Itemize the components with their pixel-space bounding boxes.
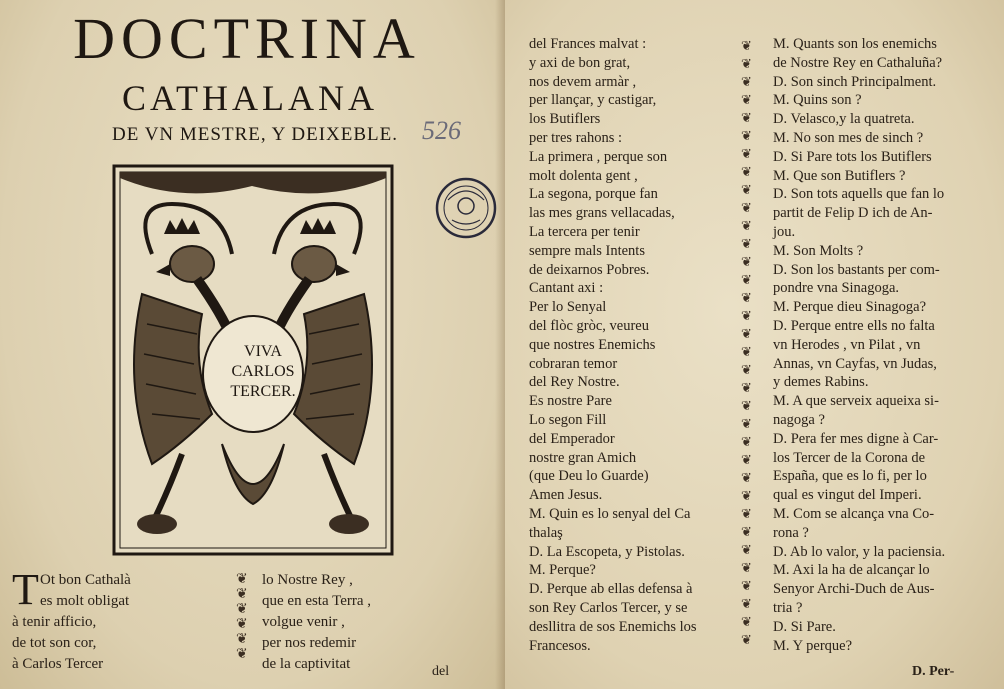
fleuron-border-icon: ❦ ❦ ❦ ❦ ❦ ❦ [236,571,248,662]
text-line: nostre gran Amich [529,449,637,466]
text-line: M. Son Molts ? [773,242,864,259]
text-line: Annas, vn Cayfas, vn Judas, [773,355,937,372]
text-line: del Rey Nostre. [529,374,620,391]
catchword: del [432,664,450,679]
text-line: lo Nostre Rey , [262,572,353,588]
inscription-line: VIVA [244,343,282,360]
text-line: D. Son tots aquells que fan lo [773,186,945,203]
text-line: pondre vna Sinagoga. [773,280,900,297]
text-line: à Carlos Tercer [12,656,104,672]
text-line: M. Que son Butiflers ? [773,167,906,184]
text-line: es molt obligat [40,593,130,609]
text-line: Cantant axi : [529,280,604,297]
text-line: cobraran temor [529,355,618,372]
text-line: per nos redemir [262,635,357,651]
text-line: Amen Jesus. [529,487,603,504]
text-line: Es nostre Pare [529,393,612,410]
text-line: sempre mals Intents [529,242,645,259]
text-line: jou. [773,224,796,240]
text-line: de tot son cor, [12,635,97,651]
text-line: à tenir afficio, [12,614,97,630]
text-line: thalaş [529,524,563,541]
text-line: D. Pera fer mes digne à Car- [773,430,939,447]
inscription-line: TERCER. [230,383,296,400]
text-line: de deixarnos Pobres. [529,261,650,278]
text-line: M. Perque? [529,562,596,579]
text-line: Per lo Senyal [529,299,607,316]
text-line: D. Si Pare. [773,618,836,635]
right-page [505,0,1004,689]
text-line: M. Y perque? [773,637,853,654]
text-line: M. Quins son ? [773,92,862,109]
text-line: M. Quin es lo senyal del Ca [529,506,691,522]
text-line: y axi de bon grat, [529,54,631,71]
text-line: del Frances malvat : [529,36,647,52]
text-line: La primera , perque son [529,148,668,165]
catchword: D. Per- [912,664,955,679]
inscription-line: CARLOS [231,363,295,380]
text-line: vn Herodes , vn Pilat , vn [773,336,921,353]
text-line: los Butiflers [529,111,601,128]
title-subtitle: DE VN MESTRE, Y DEIXEBLE. [111,124,399,145]
text-line: que nostres Enemichs [529,336,656,353]
text-line: D. Perque ab ellas defensa à [529,581,693,598]
text-line: per llançar, y castigar, [529,92,657,109]
text-line: las mes grans vellacadas, [529,205,675,222]
text-line: M. Quants son los enemichs [773,36,937,52]
handwritten-shelfmark: 526 [422,116,461,145]
text-line: y demes Rabins. [773,374,869,391]
text-line: nagoga ? [773,412,825,428]
text-line: (que Deu lo Guarde) [529,468,649,485]
text-line: D. La Escopeta, y Pistolas. [529,543,685,560]
text-line: partit de Felip D ich de An- [773,205,933,222]
text-line: de la captivitat [262,656,351,672]
text-line: tria ? [773,600,803,616]
woodcut-inscription [223,342,303,402]
title-cathalana: CATHALANA [122,78,378,118]
text-line: molt dolenta gent , [529,167,638,184]
text-line: La segona, porque fan [529,186,658,203]
text-line: M. Perque dieu Sinagoga? [773,299,927,316]
text-line: Senyor Archi-Duch de Aus- [773,581,935,598]
text-line: rona ? [773,524,809,541]
text-line: nos devem armàr , [529,73,637,90]
text-line: M. A que serveix aqueixa si- [773,393,939,410]
text-line: volgue venir , [262,614,345,630]
text-line: M. Com se alcança vna Co- [773,506,935,522]
library-stamp-icon [434,176,498,240]
text-line: son Rey Carlos Tercer, y se [529,600,688,616]
text-line: per tres rahons : [529,130,623,146]
text-line: M. No son mes de sinch ? [773,130,924,146]
text-line: M. Axi la ha de alcançar lo [773,562,930,579]
text-line: del Emperador [529,430,615,447]
text-line: La tercera per tenir [529,224,640,240]
fleuron-border-icon: ❦ ❦ ❦ ❦ ❦ ❦ ❦ ❦ ❦ ❦ ❦ ❦ ❦ ❦ ❦ ❦ ❦ ❦ ❦ ❦ ❦ ❦ ❦ ❦ ❦ ❦ ❦ ❦ ❦ ❦ ❦ ❦ ❦ ❦ [741,39,752,648]
text-line: del flòc gròc, veureu [529,318,649,334]
text-line: D. Perque entre ells no falta [773,318,935,334]
text-line: Francesos. [529,637,591,654]
text-line: de Nostre Rey en Cathaluña? [773,54,943,71]
text-line: los Tercer de la Corona de [773,449,926,466]
text-line: D. Son sinch Principalment. [773,73,937,90]
text-line: Ot bon Cathalà [40,572,131,588]
text-line: que en esta Terra , [262,593,372,609]
drop-cap: T [12,565,39,614]
text-line: D. Ab lo valor, y la paciensia. [773,543,946,560]
text-line: España, que es lo fi, per lo [773,468,927,485]
text-line: qual es vingut del Imperi. [773,487,922,504]
title-doctrina: DOCTRINA [73,6,421,71]
text-line: D. Velasco,y la quatreta. [773,111,915,128]
text-line: desllitra de sos Enemichs los [529,618,697,635]
text-line: D. Si Pare tots los Butiflers [773,148,932,165]
text-line: Lo segon Fill [529,412,607,428]
text-line: D. Son los bastants per com- [773,261,940,278]
